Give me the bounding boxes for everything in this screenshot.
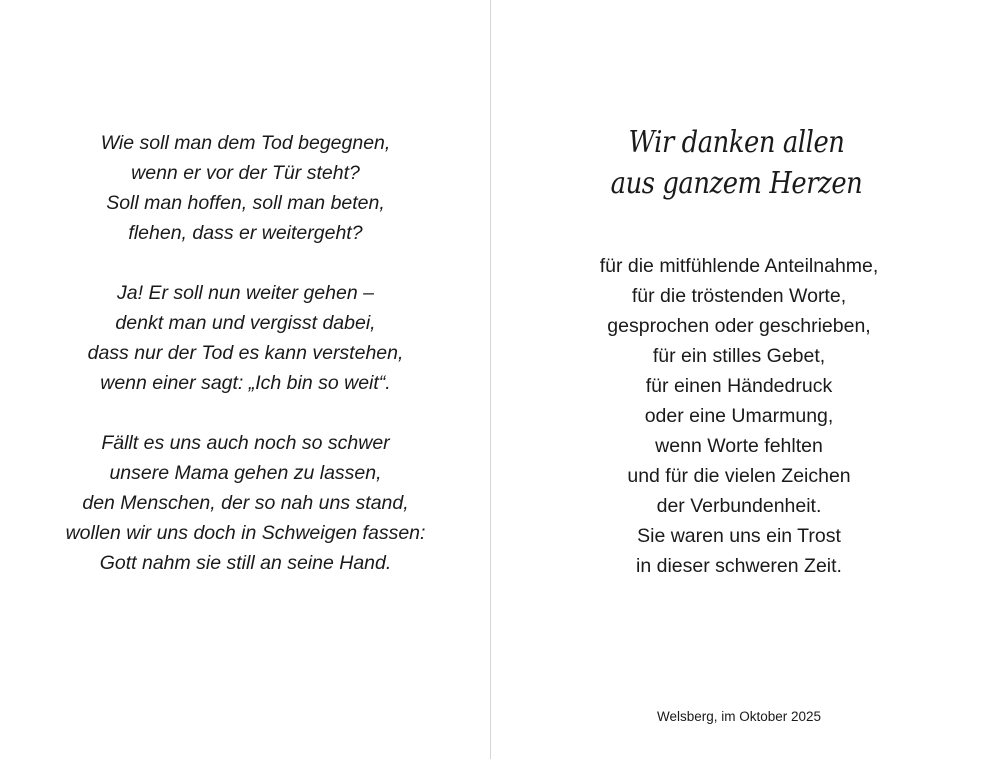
thanks-text <box>491 251 982 581</box>
thanks-line: für ein stilles Gebet, <box>652 345 826 367</box>
thanks-line: für die tröstenden Worte, <box>631 285 847 307</box>
thanks-line: Sie waren uns ein Trost <box>637 525 841 547</box>
poem-line: denkt man und vergisst dabei, <box>115 312 376 334</box>
thanks-line: für einen Händedruck <box>645 375 833 397</box>
thanks-line: für die mitfühlende Anteilnahme, <box>599 255 879 277</box>
poem-line: Fällt es uns auch noch so schwer <box>101 432 390 454</box>
poem-line: den Menschen, der so nah uns stand, <box>82 492 409 514</box>
poem-stanza-3 <box>0 428 491 578</box>
thanks-line: wenn Worte fehlten <box>655 435 823 457</box>
poem-line: Ja! Er soll nun weiter gehen – <box>117 282 374 304</box>
thanks-heading <box>491 122 982 204</box>
poem-line: flehen, dass er weitergeht? <box>128 222 363 244</box>
heading-line: Wir danken allen <box>628 125 845 160</box>
poem-stanza-2 <box>0 278 491 398</box>
thanks-line: der Verbundenheit. <box>656 495 822 517</box>
place-date: Welsberg, im Oktober 2025 <box>656 709 822 724</box>
poem-line: unsere Mama gehen zu lassen, <box>109 462 382 484</box>
poem-line: dass nur der Tod es kann verstehen, <box>87 342 404 364</box>
right-page <box>491 0 982 759</box>
thanks-line: in dieser schweren Zeit. <box>636 555 842 577</box>
poem-stanza-1 <box>0 128 491 248</box>
poem-line: wenn einer sagt: „Ich bin so weit“. <box>100 372 391 394</box>
thanks-line: und für die vielen Zeichen <box>627 465 851 487</box>
poem-line: Gott nahm sie still an seine Hand. <box>99 552 392 574</box>
thanks-line: gesprochen oder geschrieben, <box>607 315 871 337</box>
poem <box>0 128 491 578</box>
poem-line: wenn er vor der Tür steht? <box>131 162 360 184</box>
poem-line: Wie soll man dem Tod begegnen, <box>100 132 391 154</box>
heading-line: aus ganzem Herzen <box>610 166 863 201</box>
thanks-line: oder eine Umarmung, <box>644 405 834 427</box>
poem-line: wollen wir uns doch in Schweigen fassen: <box>65 522 426 544</box>
poem-line: Soll man hoffen, soll man beten, <box>106 192 385 214</box>
